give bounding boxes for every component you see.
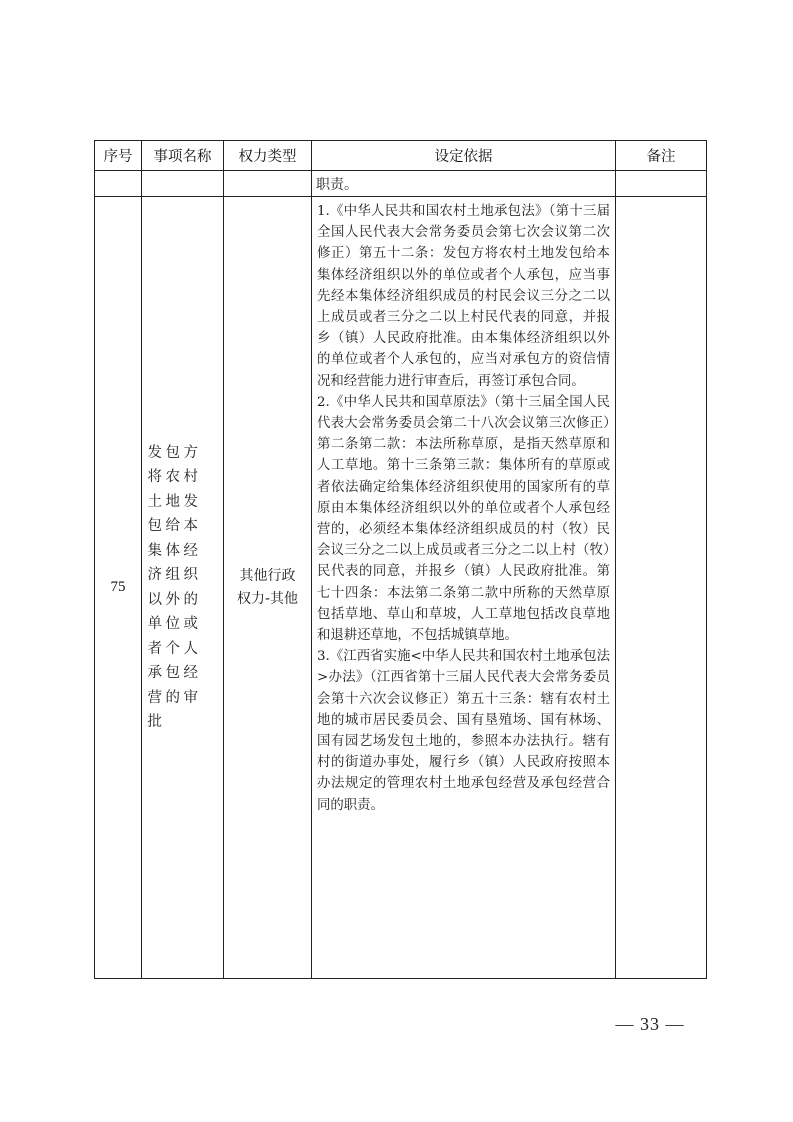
row-basis [312, 197, 616, 979]
cont-type [224, 171, 312, 197]
header-power-type: 权力类型 [224, 141, 312, 171]
page-number: — 33 — [615, 1014, 685, 1034]
basis-item-2: 2.《中华人民共和国草原法》（第十三届全国人民代表大会常务委员会第二十八次会议第三次修正）第二条第二款：本法所称草原，是指天然草原和人工草地。第十三条第三款：集体所有的草原或者依法确定给集体经济组织使用的国家所有的草原由本集体经济组织以外的单位或者个人承包经营的，必须经本集体经济组织成员的村（牧）民会议三分之二以上成员或者三分之二以上村（牧）民代表的同意，并报乡（镇）人民政府批准。第七十四条：本法第二条第二款中所称的天然草原包括草地、草山和草坡，人工草地包括改良草地和退耕还草地，不包括城镇草地。 [317, 394, 610, 644]
cont-name [142, 171, 224, 197]
row-item-name: 发包方将农村土地发包给本集体经济组织以外的单位或者个人承包经营的审批 [147, 444, 202, 730]
cont-basis: 职责。 [312, 171, 616, 197]
basis-item-3: 3.《江西省实施<中华人民共和国农村土地承包法>办法》（江西省第十三届人民代表大会常务委员会第十六次会议修正）第五十三条：辖有农村土地的城市居民委员会、国有垦殖场、国有林场、国有园艺场发包土地的，参照本办法执行。辖有村的街道办事处，履行乡（镇）人民政府按照本办法规定的管理农村土地承包经营及承包经营合同的职责。 [317, 649, 610, 813]
cont-remark [616, 171, 707, 197]
power-list-table [94, 140, 707, 979]
row-power-type-line2: 权力-其他 [236, 590, 299, 607]
table-header-row [95, 141, 707, 171]
header-seq: 序号 [95, 141, 142, 171]
table-row [95, 197, 707, 979]
cont-seq [95, 171, 142, 197]
row-power-type-line1: 其他行政 [239, 567, 296, 584]
header-basis: 设定依据 [312, 141, 616, 171]
row-seq: 75 [95, 197, 142, 979]
basis-item-1: 1.《中华人民共和国农村土地承包法》（第十三届全国人民代表大会常务委员会第七次会议第二次修正）第五十二条：发包方将农村土地发包给本集体经济组织以外的单位或者个人承包，应当事先经本集体经济组织成员的村民会议三分之二以上成员或者三分之二以上村民代表的同意，并报乡（镇）人民政府批准。由本集体经济组织以外的单位或者个人承包的，应当对承包方的资信情况和经营能力进行审查后，再签订承包合同。 [317, 204, 610, 389]
row-remark [616, 197, 707, 979]
continuation-row [95, 171, 707, 197]
header-remark: 备注 [616, 141, 707, 171]
header-item-name: 事项名称 [142, 141, 224, 171]
